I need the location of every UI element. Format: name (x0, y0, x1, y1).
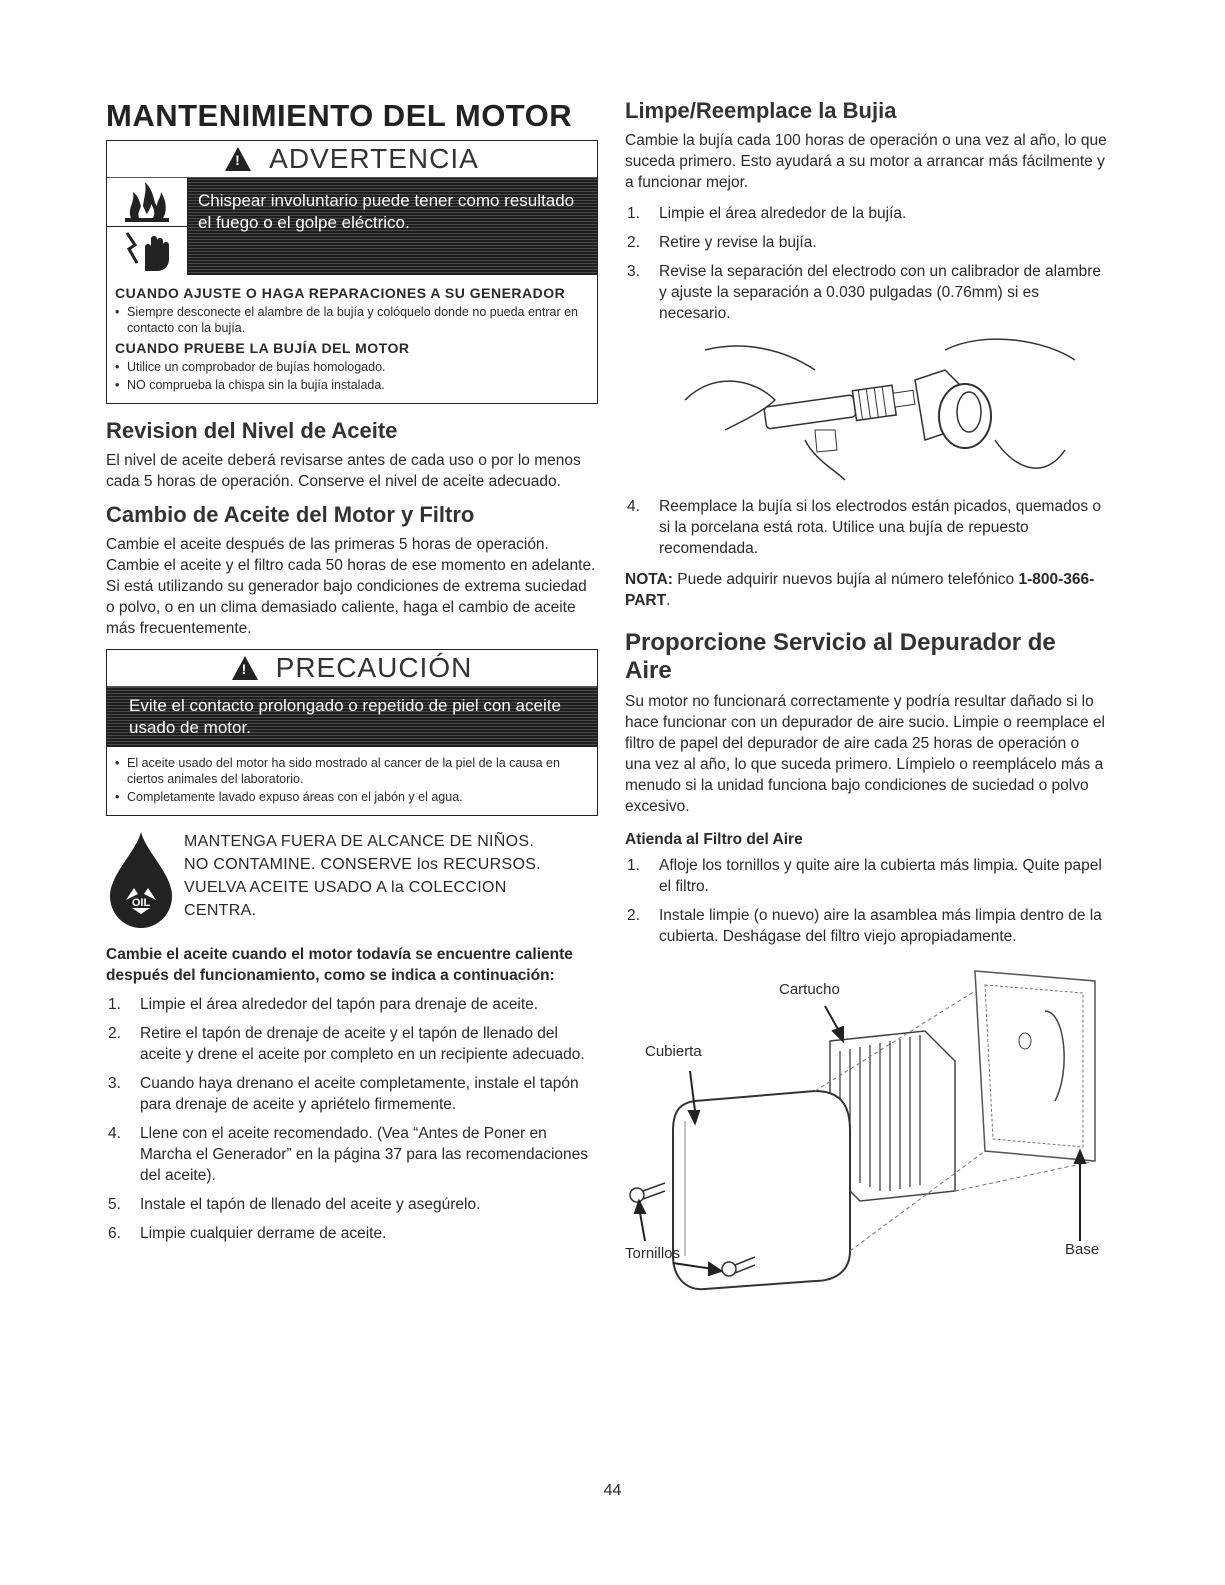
warning-triangle-icon (225, 147, 251, 171)
caution-box (106, 649, 598, 816)
recycle-line: MANTENGA FUERA DE ALCANCE DE NIÑOS. (184, 833, 535, 850)
spark-plug-text: Cambie la bujía cada 100 horas de operación o una vez al año, lo que suceda primero. Esto ayudará a su motor a arrancar más fácilmente y a funcionar mejor. (625, 132, 1107, 191)
step-item: 2. Retire y revise la bujía. (627, 234, 817, 251)
spark-plug-heading: Limpe/Reemplace la Bujia (625, 98, 897, 123)
oil-icon-label: OIL (131, 897, 151, 909)
fire-icon (107, 178, 187, 227)
oil-change-heading: Cambio de Aceite del Motor y Filtro (106, 502, 475, 527)
caution-triangle-icon (232, 656, 258, 680)
oil-change-steps (106, 994, 598, 1244)
label-tornillos: Tornillos (625, 1245, 681, 1262)
spark-plug-gap-illustration (665, 330, 1085, 490)
air-cleaner-heading: Proporcione Servicio al Depurador de Aire (625, 629, 1056, 684)
bullet-item: • NO comprueba la chispa sin la bujía instalada. (115, 377, 589, 393)
bullet-item: • Utilice un comprobador de bujías homologado. (115, 359, 589, 375)
caution-header (107, 650, 597, 687)
warning-title: ADVERTENCIA (269, 143, 479, 174)
oil-check-heading: Revision del Nivel de Aceite (106, 418, 398, 443)
recycle-line: NO CONTAMINE. CONSERVE los RECURSOS. (184, 856, 541, 873)
step-item: 4. Reemplace la bujía si los electrodos están picados, quemados o si la porcelana está rota. Utilice una bujía de repuesto recomendada. (627, 498, 1102, 557)
recycle-line: CENTRA. (184, 902, 257, 919)
right-column (625, 98, 1107, 1291)
step-item: 5. Instale el tapón de llenado del aceite y asegúrelo. (108, 1196, 481, 1213)
air-filter-diagram (625, 951, 1107, 1291)
step-item: 2. Retire el tapón de drenaje de aceite y el tapón de llenado del aceite y drene el aceite por completo en un recipiente adecuado. (108, 1025, 585, 1063)
page-number: 44 (603, 1482, 622, 1499)
recycle-notice (106, 830, 598, 930)
bullet-item: • Completamente lavado expuso áreas con el jabón y el agua. (115, 789, 589, 805)
oil-change-steps-intro: Cambie el aceite cuando el motor todavía se encuentre caliente después del funcionamiento, como se indica a continuación: (106, 946, 573, 984)
oil-recycle-icon (106, 830, 176, 930)
bullet-item: • El aceite usado del motor ha sido mostrado al cancer de la piel de la causa en ciertos animales del laboratorio. (115, 755, 589, 787)
step-item: 2. Instale limpie (o nuevo) aire la asamblea más limpia dentro de la cubierta. Deshágase del filtro viejo apropiadamente. (627, 907, 1102, 945)
page-title: MANTENIMIENTO DEL MOTOR (106, 98, 573, 133)
warning-header (107, 141, 597, 178)
recycle-text (184, 830, 541, 930)
warning-bullets-2 (115, 359, 589, 393)
warning-box (106, 140, 598, 404)
caution-body (107, 747, 597, 815)
step-item: 1. Afloje los tornillos y quite aire la cubierta más limpia. Quite papel el filtro. (627, 857, 1102, 895)
caution-band (107, 687, 597, 747)
electric-shock-icon (107, 227, 187, 275)
step-item: 1. Limpie el área alrededor del tapón para drenaje de aceite. (108, 996, 539, 1013)
recycle-line: VUELVA ACEITE USADO A la COLECCION (184, 879, 507, 896)
warning-subheading-2: CUANDO PRUEBE LA BUJÍA DEL MOTOR (115, 340, 410, 356)
step-item: 3. Cuando haya drenano el aceite completamente, instale el tapón para drenaje de aceite y apriételo firmemente. (108, 1075, 579, 1113)
left-column (106, 98, 598, 1254)
label-base: Base (1065, 1241, 1100, 1258)
air-cleaner-text: Su motor no funcionará correctamente y podría resultar dañado si lo hace funcionar con un depurador de aire sucio. Limpie o reemplace el filtro de papel del depurador de aire cada 25 horas de operación o una vez al año, lo que suceda primero. Límpielo o reemplácelo más a menudo si la unidad funciona bajo condiciones de suciedad o polvo excesivo. (625, 693, 1105, 815)
air-filter-subheading: Atienda al Filtro del Aire (625, 831, 803, 848)
warning-bullets-1 (115, 304, 589, 336)
spark-plug-steps (625, 203, 1107, 324)
oil-check-text: El nivel de aceite deberá revisarse antes de cada uso o por lo menos cada 5 horas de operación. Conserve el nivel de aceite adecuado. (106, 452, 581, 490)
warning-body (107, 275, 597, 403)
caution-message: Evite el contacto prolongado o repetido de piel con aceite usado de motor. (129, 696, 561, 737)
caution-bullets (115, 755, 589, 805)
warning-message: Chispear involuntario puede tener como resultado el fuego o el golpe eléctrico. (198, 191, 575, 232)
spark-plug-note: NOTA: Puede adquirir nuevos bujía al número telefónico 1-800-366-PART. (625, 571, 1095, 609)
step-item: 1. Limpie el área alrededor de la bujía. (627, 205, 907, 222)
parts-phone-number: 1-800-366-PART (625, 571, 1095, 609)
warning-icons (107, 178, 188, 275)
bullet-item: • Siempre desconecte el alambre de la bujía y colóquelo donde no pueda entrar en contacto con la bujía. (115, 304, 589, 336)
step-item: 3. Revise la separación del electrodo con un calibrador de alambre y ajuste la separación a 0.030 pulgadas (0.76mm) si es necesario. (627, 263, 1102, 322)
warning-band (107, 178, 597, 275)
warning-subheading-1: CUANDO AJUSTE O HAGA REPARACIONES A SU GENERADOR (115, 285, 566, 301)
caution-title: PRECAUCIÓN (275, 652, 473, 683)
oil-change-text: Cambie el aceite después de las primeras 5 horas de operación. Cambie el aceite y el filtro cada 50 horas de ese momento en adelante. Si está utilizando su generador bajo condiciones de extrema suciedad o polvo, o en un clima demasiado caliente, haga el cambio de aceite más frecuentemente. (106, 536, 596, 637)
label-cubierta: Cubierta (645, 1043, 702, 1060)
label-cartucho: Cartucho (779, 981, 840, 998)
step-item: 6. Limpie cualquier derrame de aceite. (108, 1225, 387, 1242)
spark-plug-steps-continued (625, 496, 1107, 559)
air-filter-steps (625, 855, 1107, 947)
step-item: 4. Llene con el aceite recomendado. (Vea “Antes de Poner en Marcha el Generador” en la página 37 para las recomendaciones del aceite). (108, 1125, 589, 1184)
note-label: NOTA: (625, 571, 673, 588)
